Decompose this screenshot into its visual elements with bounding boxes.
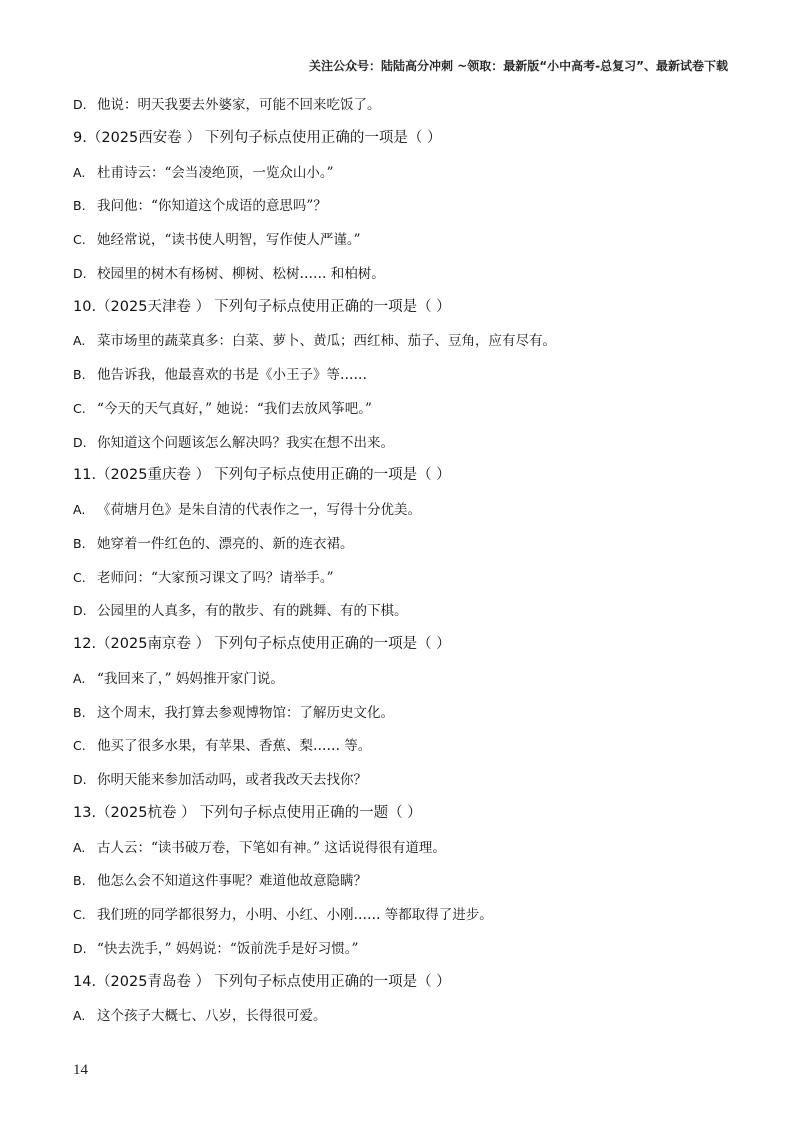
question-number: 12.: [73, 636, 97, 652]
answer-option: [73, 561, 733, 595]
question-source: （2025南京卷 ）: [96, 636, 211, 652]
question-stem: [73, 966, 733, 1000]
option-text: 菜市场里的蔬菜真多：白菜、萝卜、黄瓜；西红柿、茄子、豆角，应有尽有。: [97, 333, 556, 350]
option-label: B.: [73, 704, 86, 720]
option-label: B.: [73, 535, 86, 551]
option-label: D.: [73, 772, 87, 787]
question-number: 14.: [73, 973, 97, 990]
answer-option: [73, 156, 733, 190]
option-label: A.: [73, 333, 86, 349]
option-label: B.: [73, 367, 86, 382]
answer-option: [73, 763, 733, 797]
question-number: 10.: [73, 298, 97, 315]
option-text: 我们班的同学都很努力，小明、小红、小刚…… 等都取得了进步。: [97, 907, 493, 923]
option-label: C.: [73, 232, 86, 247]
option-label: B.: [73, 873, 86, 889]
option-text: 杜甫诗云：“会当凌绝顶，一览众山小。”: [97, 164, 334, 181]
question-list: [73, 88, 733, 1033]
option-text: 这个孩子大概七、八岁，长得很可爱。: [97, 1008, 327, 1025]
option-text: 他买了很多水果，有苹果、香蕉、梨…… 等。: [97, 738, 372, 755]
answer-option: [73, 527, 733, 561]
option-text: 古人云：“读书破万卷，下笔如有神。” 这话说得很有道理。: [97, 839, 446, 856]
option-text: 他说：明天我要去外婆家，可能不回来吃饭了。: [97, 97, 381, 113]
answer-option: [73, 932, 733, 966]
question-stem: [73, 628, 733, 662]
option-text: 老师问：“大家预习课文了吗？请举手。”: [97, 569, 334, 586]
option-label: A.: [73, 670, 86, 686]
option-text: 她穿着一件红色的、漂亮的、新的连衣裙。: [97, 535, 354, 552]
option-text: 公园里的人真多，有的散步、有的跳舞、有的下棋。: [97, 603, 408, 620]
answer-option: [73, 358, 733, 392]
question-source: （2025西安卷 ）: [86, 129, 201, 146]
question-number: 11.: [73, 467, 97, 484]
answer-option: [73, 594, 733, 628]
answer-option: [73, 898, 733, 932]
answer-option: [73, 864, 733, 898]
option-text: “今天的天气真好，” 她说：“我们去放风筝吧。”: [97, 400, 372, 417]
question-stem: [73, 291, 733, 325]
option-text: “我回来了，” 妈妈推开家门说。: [97, 670, 284, 687]
option-text: 你知道这个问题该怎么解决吗？我实在想不出来。: [97, 434, 394, 451]
option-label: A.: [73, 502, 86, 517]
answer-option: [73, 392, 733, 426]
page-header: 关注公众号：陆陆高分冲刺 ~领取：最新版“小中高考-总复习”、最新试卷下载: [309, 59, 728, 73]
option-text: 他怎么会不知道这件事呢？难道他故意隐瞒？: [97, 873, 367, 890]
question-text: 下列句子标点使用正确的一项是（ ）: [214, 636, 451, 652]
answer-option: [73, 257, 733, 291]
question-text: 下列句子标点使用正确的一项是（ ）: [214, 973, 451, 990]
option-text: 他告诉我，他最喜欢的书是《小王子》等……: [97, 367, 367, 383]
answer-option: [73, 999, 733, 1033]
answer-option: [73, 88, 733, 122]
question-source: （2025天津卷 ）: [96, 298, 211, 315]
question-number: 9.: [73, 129, 87, 146]
answer-option: [73, 189, 733, 223]
question-stem: [73, 797, 733, 831]
option-text: 她经常说，“读书使人明智，写作使人严谨。”: [97, 232, 361, 248]
answer-option: [73, 324, 733, 358]
option-label: A.: [73, 1008, 86, 1024]
option-text: 《荷塘月色》是朱自清的代表作之一，写得十分优美。: [97, 502, 421, 518]
option-text: 校园里的树木有杨树、柳树、松树…… 和柏树。: [97, 265, 385, 282]
option-text: “快去洗手，” 妈妈说：“饭前洗手是好习惯。”: [97, 940, 359, 957]
question-source: （2025青岛卷 ）: [96, 973, 211, 990]
answer-option: [73, 493, 733, 527]
answer-option: [73, 696, 733, 730]
option-label: D.: [73, 603, 87, 619]
option-label: D.: [73, 434, 87, 450]
question-text: 下列句子标点使用正确的一题（ ）: [199, 804, 422, 821]
answer-option: [73, 831, 733, 865]
option-label: B.: [73, 198, 86, 214]
question-source: （2025杭卷 ）: [96, 804, 196, 821]
page-number: 14: [73, 1062, 88, 1078]
option-label: C.: [73, 738, 86, 754]
option-text: 这个周末，我打算去参观博物馆：了解历史文化。: [97, 704, 394, 721]
option-label: A.: [73, 839, 86, 855]
question-stem: [73, 459, 733, 493]
question-source: （2025重庆卷 ）: [96, 467, 211, 484]
option-label: D.: [73, 97, 87, 112]
answer-option: [73, 223, 733, 257]
question-number: 13.: [73, 804, 97, 821]
option-text: 我问他：“你知道这个成语的意思吗”？: [97, 198, 327, 215]
option-label: C.: [73, 400, 86, 416]
answer-option: [73, 426, 733, 460]
question-stem: [73, 122, 733, 156]
question-text: 下列句子标点使用正确的一项是（ ）: [214, 467, 451, 484]
question-text: 下列句子标点使用正确的一项是（ ）: [214, 298, 451, 315]
option-text: 你明天能来参加活动吗，或者我改天去找你？: [97, 772, 367, 788]
option-label: C.: [73, 907, 86, 922]
answer-option: [73, 729, 733, 763]
option-label: A.: [73, 164, 86, 180]
option-label: C.: [73, 569, 86, 585]
option-label: D.: [73, 940, 87, 956]
question-text: 下列句子标点使用正确的一项是（ ）: [204, 129, 442, 146]
option-label: D.: [73, 265, 87, 281]
answer-option: [73, 662, 733, 696]
